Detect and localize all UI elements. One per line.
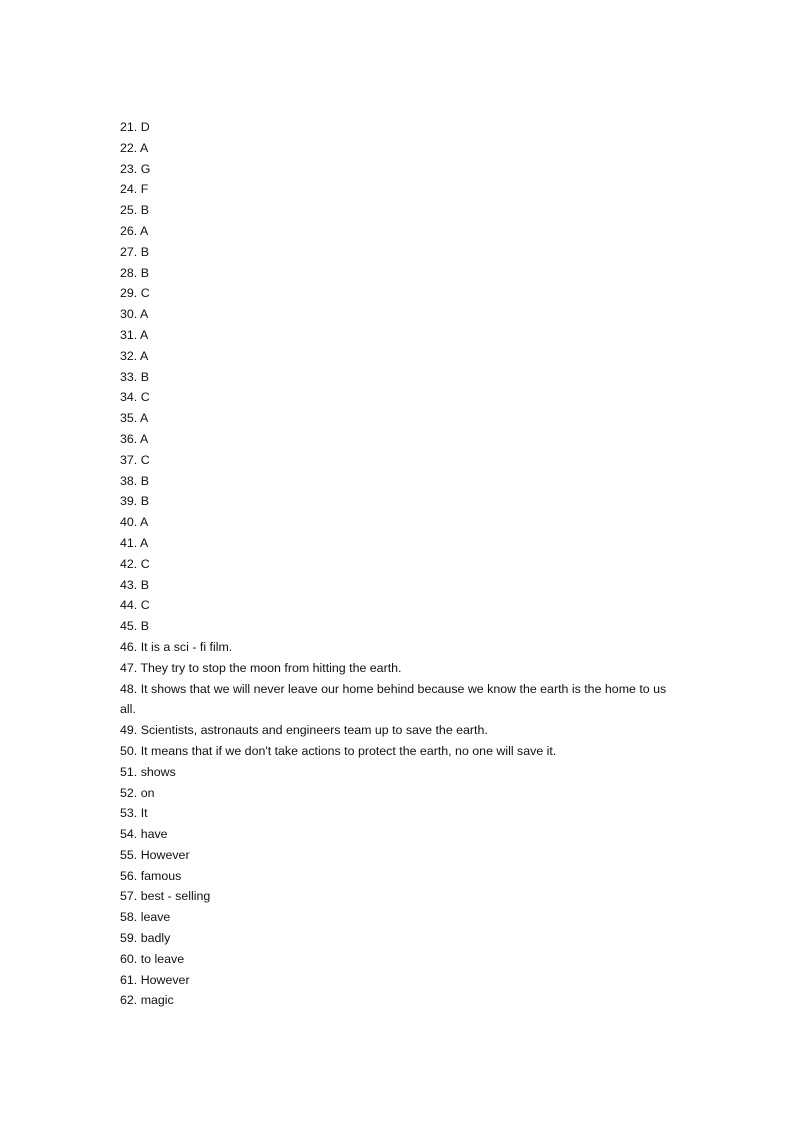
answer-number: 24. — [120, 182, 138, 197]
answer-line — [120, 720, 680, 741]
answer-number: 52. — [120, 785, 138, 800]
answer-text: leave — [140, 910, 171, 925]
answer-text: However — [140, 847, 190, 862]
answer-line — [120, 866, 680, 887]
answer-line — [120, 970, 680, 991]
answer-line — [120, 886, 680, 907]
answer-line — [120, 824, 680, 845]
answer-number: 34. — [120, 390, 138, 405]
answer-line — [120, 512, 680, 533]
answer-line — [120, 907, 680, 928]
answer-line — [120, 325, 680, 346]
answer-line — [120, 387, 680, 408]
answer-line — [120, 346, 680, 367]
answer-text: A — [140, 223, 149, 238]
answer-text: C — [140, 286, 150, 301]
answer-text: A — [140, 411, 149, 426]
answer-number: 49. — [120, 723, 138, 738]
answer-number: 31. — [120, 327, 138, 342]
answer-text: best - selling — [140, 889, 211, 904]
answer-number: 38. — [120, 473, 138, 488]
answer-line — [120, 408, 680, 429]
answer-text: It shows that we will never leave our home behind because we know the earth is the home to us all. — [120, 681, 667, 717]
answer-line — [120, 200, 680, 221]
answer-line — [120, 450, 680, 471]
answer-text: shows — [140, 764, 176, 779]
answer-text: C — [140, 452, 150, 467]
answer-number: 61. — [120, 972, 138, 987]
answer-text: A — [140, 535, 149, 550]
answer-text: B — [140, 577, 149, 592]
answer-number: 26. — [120, 223, 138, 238]
answer-line — [120, 179, 680, 200]
answer-text: A — [140, 431, 149, 446]
answer-number: 56. — [120, 868, 138, 883]
answer-line — [120, 471, 680, 492]
answer-number: 54. — [120, 827, 138, 842]
answer-line — [120, 949, 680, 970]
answer-number: 62. — [120, 993, 138, 1008]
answer-text: C — [140, 598, 150, 613]
answer-text: on — [140, 785, 155, 800]
answer-number: 45. — [120, 619, 138, 634]
answer-number: 57. — [120, 889, 138, 904]
answer-line — [120, 616, 680, 637]
answer-number: 33. — [120, 369, 138, 384]
answer-text: B — [140, 265, 149, 280]
answer-line — [120, 928, 680, 949]
answer-text: to leave — [140, 951, 185, 966]
answer-line — [120, 429, 680, 450]
answer-number: 40. — [120, 515, 138, 530]
answer-number: 48. — [120, 681, 138, 696]
answer-number: 44. — [120, 598, 138, 613]
answer-number: 50. — [120, 743, 138, 758]
answer-number: 32. — [120, 348, 138, 363]
answer-number: 47. — [120, 660, 138, 675]
answer-line — [120, 595, 680, 616]
answer-number: 35. — [120, 411, 138, 426]
answer-text: have — [140, 827, 168, 842]
answer-line — [120, 221, 680, 242]
answer-text: C — [140, 390, 150, 405]
answer-line — [120, 491, 680, 512]
answer-number: 55. — [120, 847, 138, 862]
answer-number: 22. — [120, 140, 138, 155]
answer-text: It means that if we don't take actions to protect the earth, no one will save it. — [140, 743, 557, 758]
answer-text: C — [140, 556, 150, 571]
answer-number: 60. — [120, 951, 138, 966]
answer-line — [120, 138, 680, 159]
answer-line — [120, 242, 680, 263]
answer-text: B — [140, 369, 149, 384]
answer-line — [120, 159, 680, 180]
answer-line — [120, 367, 680, 388]
answer-line — [120, 741, 680, 762]
answer-number: 43. — [120, 577, 138, 592]
answer-number: 23. — [120, 161, 138, 176]
answer-text: B — [140, 619, 149, 634]
answer-text: B — [140, 473, 149, 488]
answer-text: B — [140, 203, 149, 218]
answer-line — [120, 658, 680, 679]
answer-line — [120, 990, 680, 1011]
answer-text: It is a sci - fi film. — [140, 639, 233, 654]
answer-text: D — [140, 120, 150, 134]
answer-line — [120, 762, 680, 783]
answer-number: 30. — [120, 307, 138, 322]
answer-line — [120, 575, 680, 596]
answer-line — [120, 263, 680, 284]
answer-number: 36. — [120, 431, 138, 446]
answer-number: 39. — [120, 494, 138, 509]
answer-text: B — [140, 244, 149, 259]
answer-text: A — [140, 307, 149, 322]
answer-line — [120, 803, 680, 824]
answer-number: 59. — [120, 931, 138, 946]
answer-number: 58. — [120, 910, 138, 925]
answer-number: 25. — [120, 203, 138, 218]
answer-number: 42. — [120, 556, 138, 571]
answer-text: However — [140, 972, 190, 987]
answer-line — [120, 533, 680, 554]
answer-line — [120, 283, 680, 304]
answer-text: A — [140, 348, 149, 363]
answer-line — [120, 554, 680, 575]
answer-number: 21. — [120, 120, 138, 134]
answer-number: 51. — [120, 764, 138, 779]
answer-line — [120, 845, 680, 866]
answer-text: Scientists, astronauts and engineers team up to save the earth. — [140, 723, 488, 738]
answer-number: 46. — [120, 639, 138, 654]
answer-text: They try to stop the moon from hitting the earth. — [140, 660, 402, 675]
answer-line — [120, 783, 680, 804]
answer-line — [120, 304, 680, 325]
answer-text: A — [140, 327, 149, 342]
answer-line — [120, 637, 680, 658]
answer-text: A — [140, 140, 149, 155]
answer-text: magic — [140, 993, 174, 1008]
answer-number: 27. — [120, 244, 138, 259]
answer-line — [120, 117, 680, 138]
answer-number: 28. — [120, 265, 138, 280]
answer-text: A — [140, 515, 149, 530]
answer-text: badly — [140, 931, 171, 946]
answer-number: 37. — [120, 452, 138, 467]
answer-number: 53. — [120, 806, 138, 821]
answer-number: 29. — [120, 286, 138, 301]
answer-text: famous — [140, 868, 182, 883]
answer-text: G — [140, 161, 151, 176]
answer-line — [120, 679, 680, 721]
answer-text: It — [140, 806, 148, 821]
answer-number: 41. — [120, 535, 138, 550]
answer-text: F — [140, 182, 149, 197]
answer-list — [120, 117, 680, 1011]
answer-text: B — [140, 494, 149, 509]
